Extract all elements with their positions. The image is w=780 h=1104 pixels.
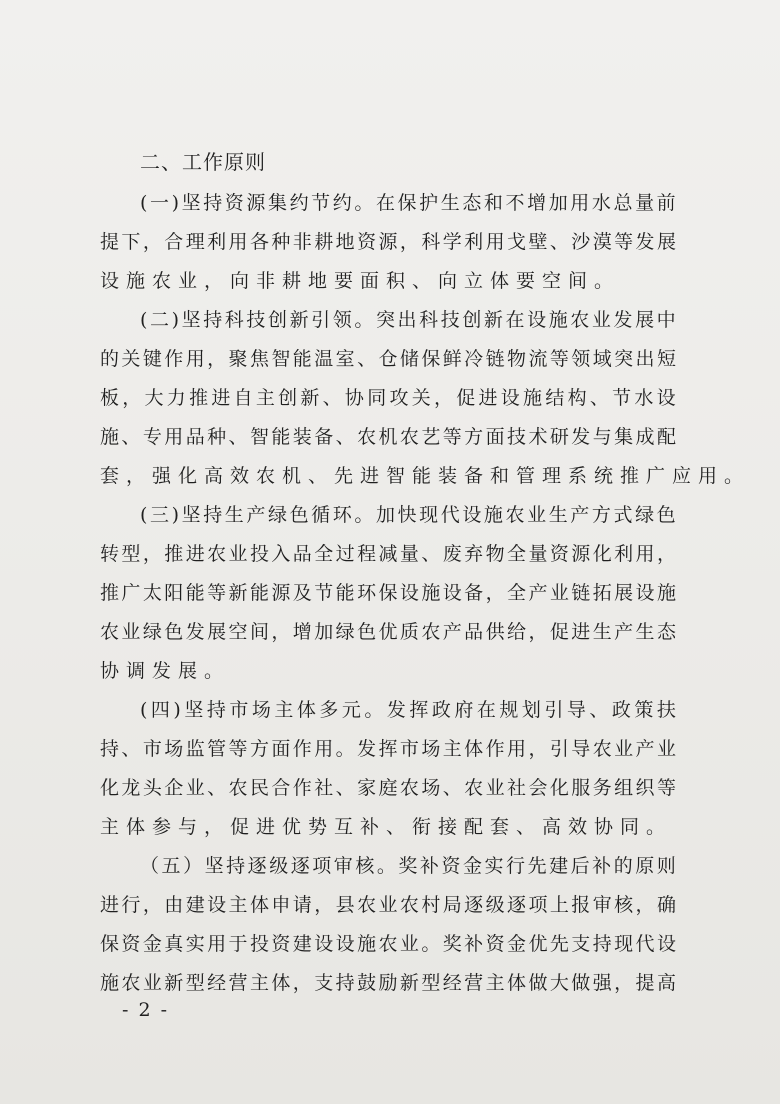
paragraph-3-line-1: ( 三 ) 坚 持 生 产 绿 色 循 环 。 加 快 现 代 设 施 农 业 生 产 方 式 绿 色	[140, 504, 676, 526]
section-heading: 二、工作原则	[140, 150, 266, 174]
paragraph-5-line-4: 施 农 业 新 型 经 营 主 体 ， 支 持 鼓 励 新 型 经 营 主 体 做 大 做 强 ， 提 高	[100, 972, 676, 994]
page-number: - 2 -	[122, 999, 170, 1021]
paragraph-5-line-2: 进 行 ， 由 建 设 主 体 申 请 ， 县 农 业 农 村 局 逐 级 逐 项 上 报 审 核 ， 确	[100, 894, 676, 916]
paragraph-4-line-1: ( 四 ) 坚 持 市 场 主 体 多 元 。 发 挥 政 府 在 规 划 引 导 、 政 策 扶	[140, 699, 676, 721]
paragraph-4-line-2: 持 、 市 场 监 管 等 方 面 作 用 。 发 挥 市 场 主 体 作 用 ， 引 导 农 业 产 业	[100, 738, 676, 760]
paragraph-3-line-4: 农 业 绿 色 发 展 空 间 ， 增 加 绿 色 优 质 农 产 品 供 给 ， 促 进 生 产 生 态	[100, 621, 676, 643]
paragraph-3-line-3: 推 广 太 阳 能 等 新 能 源 及 节 能 环 保 设 施 设 备 ， 全 产 业 链 拓 展 设 施	[100, 582, 676, 604]
paragraph-3-line-5: 协调发展。	[100, 660, 231, 682]
paragraph-4-line-3: 化 龙 头 企 业 、 农 民 合 作 社 、 家 庭 农 场 、 农 业 社 会 化 服 务 组 织 等	[100, 777, 676, 799]
paragraph-3-line-2: 转 型 ， 推 进 农 业 投 入 品 全 过 程 减 量 、 废 弃 物 全 量 资 源 化 利 用 ，	[100, 543, 676, 565]
paragraph-2-line-4: 施 、 专 用 品 种 、 智 能 装 备 、 农 机 农 艺 等 方 面 技 术 研 发 与 集 成 配	[100, 426, 676, 448]
paragraph-2-line-3: 板 ， 大 力 推 进 自 主 创 新 、 协 同 攻 关 ， 促 进 设 施 结 构 、 节 水 设	[100, 387, 676, 409]
paragraph-5-line-1: （ 五 ） 坚 持 逐 级 逐 项 审 核 。 奖 补 资 金 实 行 先 建 后 补 的 原 则	[140, 855, 676, 877]
paragraph-1-line-2: 提 下 ， 合 理 利 用 各 种 非 耕 地 资 源 ， 科 学 利 用 戈 壁 、 沙 漠 等 发 展	[100, 231, 676, 253]
paragraph-2-line-1: ( 二 ) 坚 持 科 技 创 新 引 领 。 突 出 科 技 创 新 在 设 施 农 业 发 展 中	[140, 309, 676, 331]
paragraph-1-line-3: 设施农业，向非耕地要面积、向立体要空间。	[100, 270, 621, 292]
paragraph-1-line-1: ( 一 ) 坚 持 资 源 集 约 节 约 。 在 保 护 生 态 和 不 增 加 用 水 总 量 前	[140, 192, 676, 214]
paragraph-5-line-3: 保 资 金 真 实 用 于 投 资 建 设 设 施 农 业 。 奖 补 资 金 优 先 支 持 现 代 设	[100, 933, 676, 955]
paragraph-2-line-2: 的 关 键 作 用 ， 聚 焦 智 能 温 室 、 仓 储 保 鲜 冷 链 物 流 等 领 域 突 出 短	[100, 348, 676, 370]
paragraph-2-line-5: 套，强化高效农机、先进智能装备和管理系统推广应用。	[100, 465, 751, 487]
paragraph-4-line-4: 主体参与，促进优势互补、衔接配套、高效协同。	[100, 816, 673, 838]
